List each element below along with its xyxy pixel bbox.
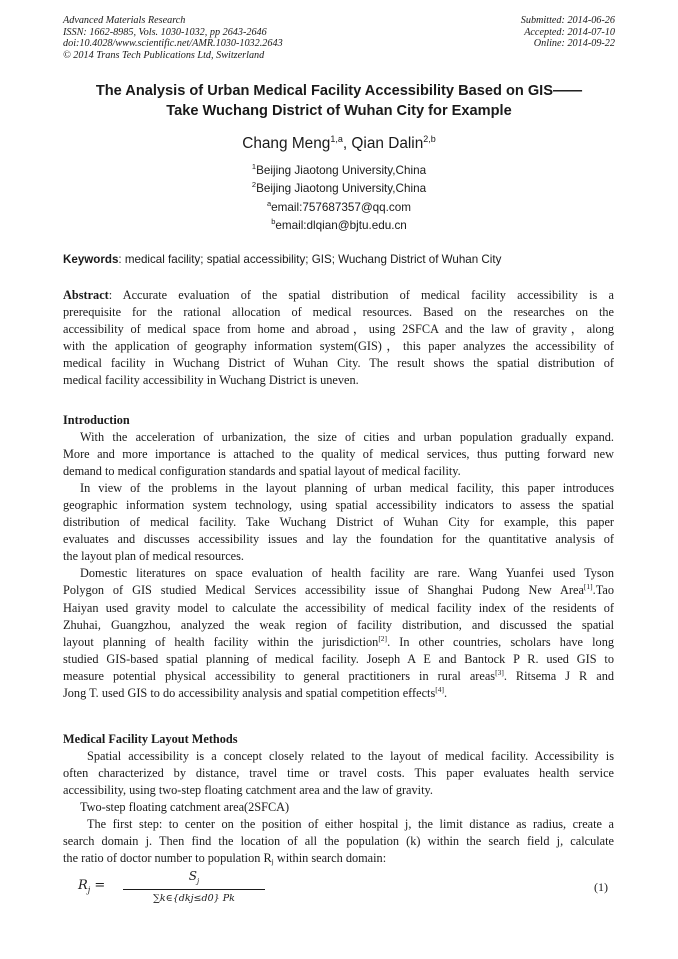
- paragraph-line: With the acceleration of urbanization, the size of cities and urban population gradually expand.: [80, 430, 614, 445]
- author-2-affil-mark: 2,b: [423, 134, 436, 144]
- abstract: [63, 287, 614, 389]
- journal-name: Advanced Materials Research: [63, 15, 186, 26]
- paragraph-line: [63, 634, 614, 651]
- authors: [0, 134, 678, 154]
- paragraph-line: [63, 685, 614, 702]
- paragraph-line: demand to medical configuration standards and spatial layout of medical facility.: [63, 464, 461, 479]
- abstract-line: medical facility accessibility in Wuchang District is uneven.: [63, 373, 359, 388]
- abstract-line: prerequisite for the rational allocation of medical resources. Based on the researches on the: [63, 305, 614, 320]
- abstract-label: Abstract: [63, 288, 109, 302]
- symbol: S: [188, 869, 198, 883]
- section-heading-introduction: Introduction: [63, 413, 130, 427]
- paragraph-line: search domain j. Then find the location of all the population (k) within the search field j, calculate: [63, 834, 614, 849]
- paragraph-line: [63, 582, 614, 599]
- paragraph-line: [63, 850, 614, 870]
- paragraph-line: the layout plan of medical resources.: [63, 549, 244, 564]
- fraction-bar: [123, 889, 265, 890]
- paragraph-line: evaluates and discusses accessibility issues and lay the foundation for the quantitative analysis of: [63, 532, 614, 547]
- email-a[interactable]: [0, 199, 678, 217]
- accepted-date: Accepted: 2014-07-10: [524, 26, 615, 38]
- text-run: measure potential physical accessibility to general practitioners in rural areas: [63, 668, 496, 683]
- text-run: within search domain:: [273, 851, 387, 866]
- affiliation-1: [0, 162, 678, 180]
- equation-lhs: $R_j$ =: [78, 878, 106, 895]
- abstract-line: accessibility of medical space from home and abroad，using 2SFCA and the law of gravity，along: [63, 322, 614, 337]
- online-date: Online: 2014-09-22: [533, 38, 615, 50]
- text-run: Polygon of GIS studied Medical Services accessibility issue of Shanghai Pudong New Area: [63, 583, 584, 598]
- text-run: .Tao: [592, 583, 614, 598]
- abstract-line: [63, 287, 614, 304]
- paragraph-line: Spatial accessibility is a concept closely related to the layout of medical facility. Accessibility is: [87, 749, 614, 764]
- keywords: [63, 252, 623, 268]
- equation-denominator: ∑k∈{dkj≤d0} Pk: [153, 893, 235, 905]
- equation-number: (1): [594, 880, 608, 894]
- symbol: R: [78, 878, 88, 893]
- citation-2[interactable]: [2]: [378, 633, 388, 643]
- abstract-text: : Accurate evaluation of the spatial distribution of medical facility accessibility is a: [108, 288, 614, 302]
- text-run: layout planning of health facility within the jurisdiction: [63, 634, 379, 649]
- copyright-line: © 2014 Trans Tech Publications Ltd, Switzerland: [63, 49, 265, 61]
- affil-mark: 1: [251, 162, 257, 171]
- affil-mark: b: [271, 217, 276, 227]
- issn-line: ISSN: 1662-8985, Vols. 1030-1032, pp 2643-2646: [63, 26, 267, 38]
- email-b[interactable]: [0, 217, 678, 235]
- affiliations: [0, 162, 678, 236]
- citation-4[interactable]: [4]: [435, 684, 445, 694]
- section-heading-methods: Medical Facility Layout Methods: [63, 732, 238, 746]
- abstract-line: with the application of geography information system(GIS)，this paper analyzes the accessibility of: [63, 339, 614, 354]
- citation-1[interactable]: [1]: [583, 582, 593, 592]
- journal-info: [63, 15, 283, 61]
- paragraph-line: The first step: to center on the position of either hospital j, the limit distance as radius, create a: [87, 817, 614, 832]
- subscript: j: [197, 877, 200, 886]
- affiliation-2: [0, 180, 678, 198]
- keywords-text: : medical facility; spatial accessibility; GIS; Wuchang District of Wuhan City: [118, 253, 502, 266]
- paragraph-line: geographic information system technology, using spatial accessibility indicators to assess the spatial: [63, 498, 614, 513]
- author-1: Chang Meng: [242, 135, 331, 152]
- dates-info: [521, 15, 615, 50]
- affil-mark: 2: [251, 180, 257, 190]
- author-1-affil-mark: 1,a: [330, 134, 343, 144]
- doi-line[interactable]: doi:10.4028/www.scientific.net/AMR.1030-1032.2643: [63, 38, 283, 50]
- citation-3[interactable]: [3]: [495, 667, 504, 677]
- email-link[interactable]: email:757687357@qq.com: [271, 200, 412, 214]
- email-link[interactable]: email:dlqian@bjtu.edu.cn: [275, 219, 407, 233]
- affil-text: Beijing Jiaotong University,China: [256, 182, 427, 196]
- paragraph-line: In view of the problems in the layout planning of urban medical facility, this paper introduces: [80, 481, 614, 496]
- keywords-label: Keywords: [63, 253, 119, 266]
- text-run: . In other countries, scholars have long: [387, 634, 614, 649]
- subscript: j: [271, 857, 274, 867]
- paragraph-line: Zhuhai, Guangzhou, analyzed the weak region of facility distribution, and discussed the spatial: [63, 617, 614, 632]
- title-line-1: The Analysis of Urban Medical Facility Accessibility Based on GIS——: [95, 83, 583, 99]
- equation-1: [78, 869, 618, 909]
- paragraph-line: studied GIS-based spatial planning of medical facility. Joseph A E and Bantock P R. used GIS to: [63, 651, 614, 666]
- paragraph-line: [63, 668, 614, 685]
- text-run: . Ritsema J R and: [503, 668, 614, 683]
- paper-title: [40, 81, 638, 121]
- text-run: .: [444, 685, 448, 700]
- paragraph-line: distribution of medical facility. Take Wuchang District of Wuhan City for example, this paper: [63, 515, 614, 530]
- paragraph-line: More and more importance is attached to the quality of medical services, thus putting forward new: [63, 447, 614, 462]
- author-2: Qian Dalin: [351, 135, 424, 152]
- title-line-2: Take Wuchang District of Wuhan City for Example: [166, 103, 512, 119]
- submitted-date: Submitted: 2014-06-26: [520, 15, 615, 26]
- paragraph-line: accessibility, using two-step floating catchment area and the law of gravity.: [63, 783, 433, 798]
- affil-mark: a: [266, 198, 272, 208]
- text-run: Jong T. used GIS to do accessibility analysis and spatial competition effects: [63, 685, 436, 700]
- methods-section: [63, 731, 614, 870]
- paragraph-line: Haiyan used gravity model to calculate the accessibility of medical facility index of the residents of: [63, 600, 614, 615]
- introduction-section: [63, 412, 614, 702]
- author-separator: ,: [342, 135, 352, 152]
- abstract-line: medical facility in Wuchang District of Wuhan City. The result shows the spatial distribution of: [63, 356, 614, 371]
- equation-fraction: [123, 869, 265, 905]
- affil-text: Beijing Jiaotong University,China: [256, 164, 427, 177]
- paragraph-line: often characterized by distance, travel time or travel costs. This paper evaluates health service: [63, 766, 614, 781]
- text-run: the ratio of doctor number to population R: [63, 851, 272, 866]
- paragraph-line: Domestic literatures on space evaluation of health facility are rare. Wang Yuanfei used Tyson: [80, 566, 614, 581]
- equation-numerator: [123, 869, 265, 888]
- subscript: j: [87, 885, 91, 895]
- subsection-heading-2sfca: Two-step floating catchment area(2SFCA): [80, 800, 290, 815]
